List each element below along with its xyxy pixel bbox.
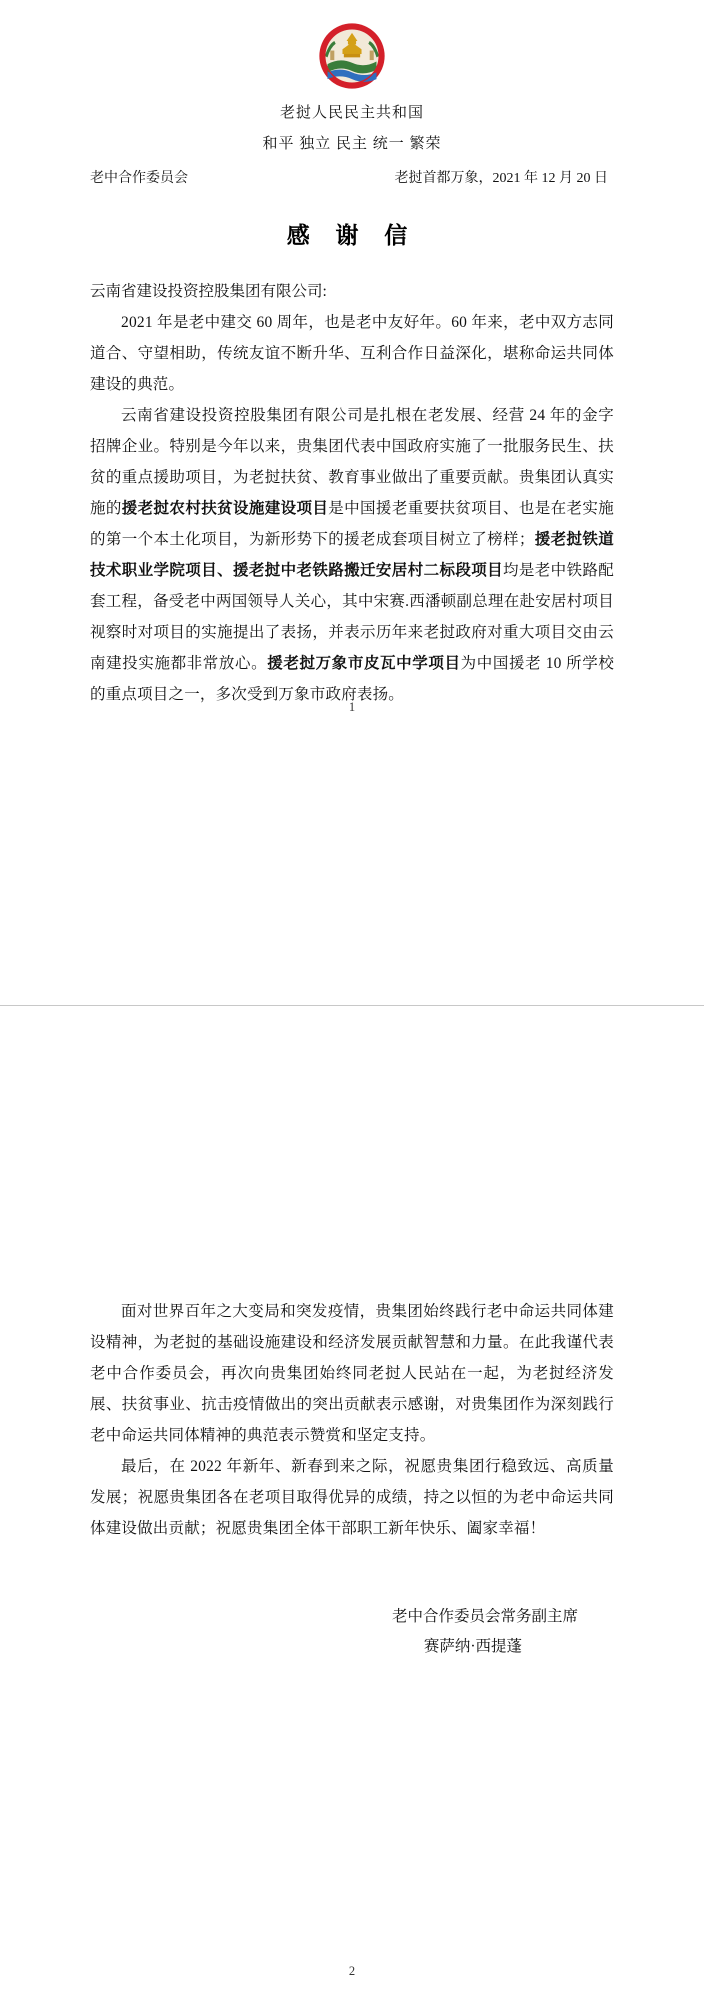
page-2-top-spacer xyxy=(90,1006,614,1296)
paragraph-2-text-a: 云南省建设投资控股集团有限公司是扎根在老发展、经营 24 年的金字招牌企业。特别是今年以来，贵集团代表中国政府实施了一批服务民生、扶贫的重点援助项目，为老挝扶贫、教育事业做出了重要贡献。贵集团认真实施的 xyxy=(90,407,614,517)
paragraph-2 xyxy=(90,400,614,710)
page-number-1: 1 xyxy=(348,700,356,714)
laos-national-emblem-icon xyxy=(318,22,386,90)
project-name-rural-poverty: 援老挝农村扶贫设施建设项目 xyxy=(121,500,329,517)
document-page-2 xyxy=(0,1005,704,2009)
emblem-container xyxy=(90,0,614,95)
nation-title: 老挝人民民主共和国 xyxy=(279,105,424,121)
signature-org: 老中合作委员会常务副主席 xyxy=(391,1608,578,1625)
signature-name: 赛萨纳·西提蓬 xyxy=(423,1638,522,1655)
signature-block xyxy=(90,1602,614,1662)
paragraph-1: 2021 年是老中建交 60 周年，也是老中友好年。60 年来，老中双方志同道合、守望相助，传统友谊不断升华、互利合作日益深化，堪称命运共同体建设的典范。 xyxy=(90,314,614,393)
page-title: 感 谢 信 xyxy=(286,223,418,248)
project-name-vientiane-school: 援老挝万象市皮瓦中学项目 xyxy=(267,655,461,672)
paragraph-2-text-c: 均是老中铁路配套工程，备受老中两国领导人关心，其中宋赛.西潘顿副总理在赴安居村项目视察时对项目的实施提出了表扬，并表示历年来老挝政府对重大项目交由云南建投实施都非常放心。 xyxy=(90,562,615,672)
place-and-date: 老挝首都万象，2021 年 12 月 20 日 xyxy=(394,171,608,186)
national-motto: 和平 独立 民主 统一 繁荣 xyxy=(262,136,442,152)
paragraph-2-text-b: 是中国援老重要扶贫项目、也是在老实施的第一个本土化项目，为新形势下的援老成套项目树立了榜样； xyxy=(90,500,615,548)
document-meta-row xyxy=(90,167,614,187)
page-number-2: 2 xyxy=(348,1964,356,1978)
paragraph-2-text-d: 为中国援老 10 所学校的重点项目之一，多次受到万象市政府表扬。 xyxy=(90,655,615,703)
project-name-railway-vocational: 援老挝铁道技术职业学院项目、援老挝中老铁路搬迁安居村二标段项目 xyxy=(90,531,614,579)
salutation: 云南省建设投资控股集团有限公司: xyxy=(90,283,327,300)
paragraph-3: 面对世界百年之大变局和突发疫情，贵集团始终践行老中命运共同体建设精神，为老挝的基础设施建设和经济发展贡献智慧和力量。在此我谨代表老中合作委员会，再次向贵集团始终同老挝人民站在一起，为老挝经济发展、扶贫事业、抗击疫情做出的突出贡献表示感谢，对贵集团作为深刻践行老中命运共同体精神的典范表示赞赏和坚定支持。 xyxy=(90,1303,614,1444)
paragraph-4: 最后，在 2022 年新年、新春到来之际，祝愿贵集团行稳致远、高质量发展；祝愿贵集团各在老项目取得优异的成绩，持之以恒的为老中命运共同体建设做出贡献；祝愿贵集团全体干部职工新年快乐、阖家幸福！ xyxy=(90,1458,614,1537)
issuing-organization: 老中合作委员会 xyxy=(90,171,188,186)
